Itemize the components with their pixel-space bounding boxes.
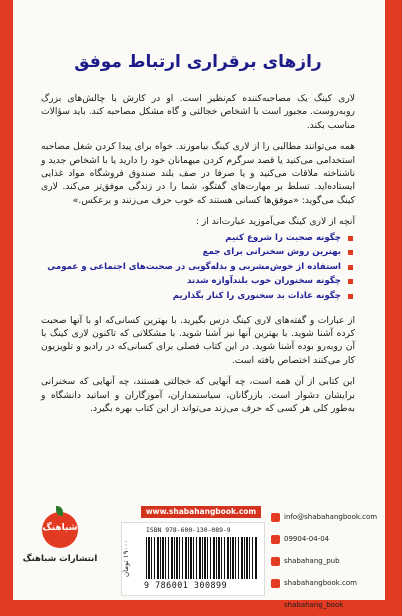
list-item: چگونه صحبت را شروع کنیم (41, 231, 341, 246)
list-item: استفاده از خوش‌مشربی و بذله‌گویی در صحبت‌های اجتماعی و عمومی (41, 260, 341, 275)
paragraph-audience: این کتابی از آن همه است، چه آنهایی که خجالتی هستند، چه آنهایی که سخنرانی برایشان دشوار است. بازرگانان، سیاستمداران، آموزگاران و اساتید دانشگاه و به‌طور کلی هر کسی که حرف می‌زند می‌تواند از این کتاب بهره بگیرد. (41, 376, 355, 415)
publisher-block (21, 512, 99, 564)
paragraph-lessons: از عبارات و گفته‌های لاری کینگ درس بگیرید. با بهترین کسانی‌که او با آنها صحبت کرده آشنا شوید. با بهترین آنها نیز آشنا شوید. با مشکلاتی که تاکنون لاری کینگ با آن روبه‌رو بوده آشنا شوید. در این کتاب فصلی برای کسانی‌که در رادیو و تلویزیون کار می‌کنند اختصاص یافته است. (41, 314, 355, 366)
list-item: چگونه سخنوران خوب بلندآوازه شدند (41, 274, 341, 289)
barcode (146, 537, 258, 579)
back-cover (13, 0, 385, 609)
phone-icon (271, 535, 280, 544)
email-icon (271, 513, 280, 522)
publisher-logo (42, 512, 78, 548)
price: ۱۹۰۰۰ تومان (122, 539, 130, 577)
social-phone[interactable] (271, 528, 381, 550)
learning-list (41, 231, 355, 304)
barcode-box (121, 522, 265, 596)
isbn-label: ISBN 978-600-130-089-9 (146, 526, 231, 534)
social-telegram[interactable] (271, 572, 381, 594)
social-text: info@shabahangbook.com (284, 513, 378, 521)
cover-text (41, 92, 355, 423)
facebook-icon (271, 601, 280, 610)
page-title: رازهای برقراری ارتباط موفق (74, 52, 322, 72)
logo-mark: شباهنگ (42, 523, 78, 533)
social-facebook[interactable] (271, 594, 381, 616)
paragraph-learn: همه می‌توانند مطالبی را از لاری کینگ بیاموزند. خواه برای پیدا کردن شغل مصاحبه استخدامی می‌کنید یا قصد سرگرم کردن میهمانان خود را دارید یا با اشخاص جدید و ناشناخته ملاقات می‌کنید و یا صرفا در صف بلند صندوق فروشگاه مواد غذایی ایستاده‌اید. تسلط بر مهارت‌های گفتگو، شما را در زندگی موفق‌تر می‌کند. لاری کینگ می‌گوید: «موفق‌ها کسانی هستند که خوب حرف می‌زنند و برعکس.» (41, 141, 355, 206)
paragraph-list-intro: آنچه از لاری کینگ می‌آموزید عبارت‌اند از : (195, 216, 355, 228)
website-link[interactable]: www.shabahangbook.com (141, 506, 261, 518)
social-text: shabahangbook.com (284, 579, 357, 587)
telegram-icon (271, 579, 280, 588)
social-text: 09904-04-04 (284, 535, 330, 543)
social-email[interactable] (271, 506, 381, 528)
list-item: چگونه عادات بد سخنوری را کنار بگذاریم (41, 289, 341, 304)
paragraph-intro: لاری کینگ یک مصاحبه‌کننده کم‌نظیر است. او در کارش با چالش‌های بزرگ روبه‌روست. مجبور است با اشخاص خجالتی و گاه مشکل مصاحبه کند. باید سؤالات مناسب بکند. (41, 93, 355, 131)
social-text: shabahang_pub (284, 557, 340, 565)
barcode-number: 9 786001 300899 (144, 580, 228, 590)
list-item: بهترین روش سخنرانی برای جمع (41, 245, 341, 260)
instagram-icon (271, 557, 280, 566)
cover-footer (13, 500, 385, 609)
social-instagram[interactable] (271, 550, 381, 572)
publisher-name: انتشارات شباهنگ (22, 554, 98, 564)
social-text: shabahang_book (284, 601, 344, 609)
